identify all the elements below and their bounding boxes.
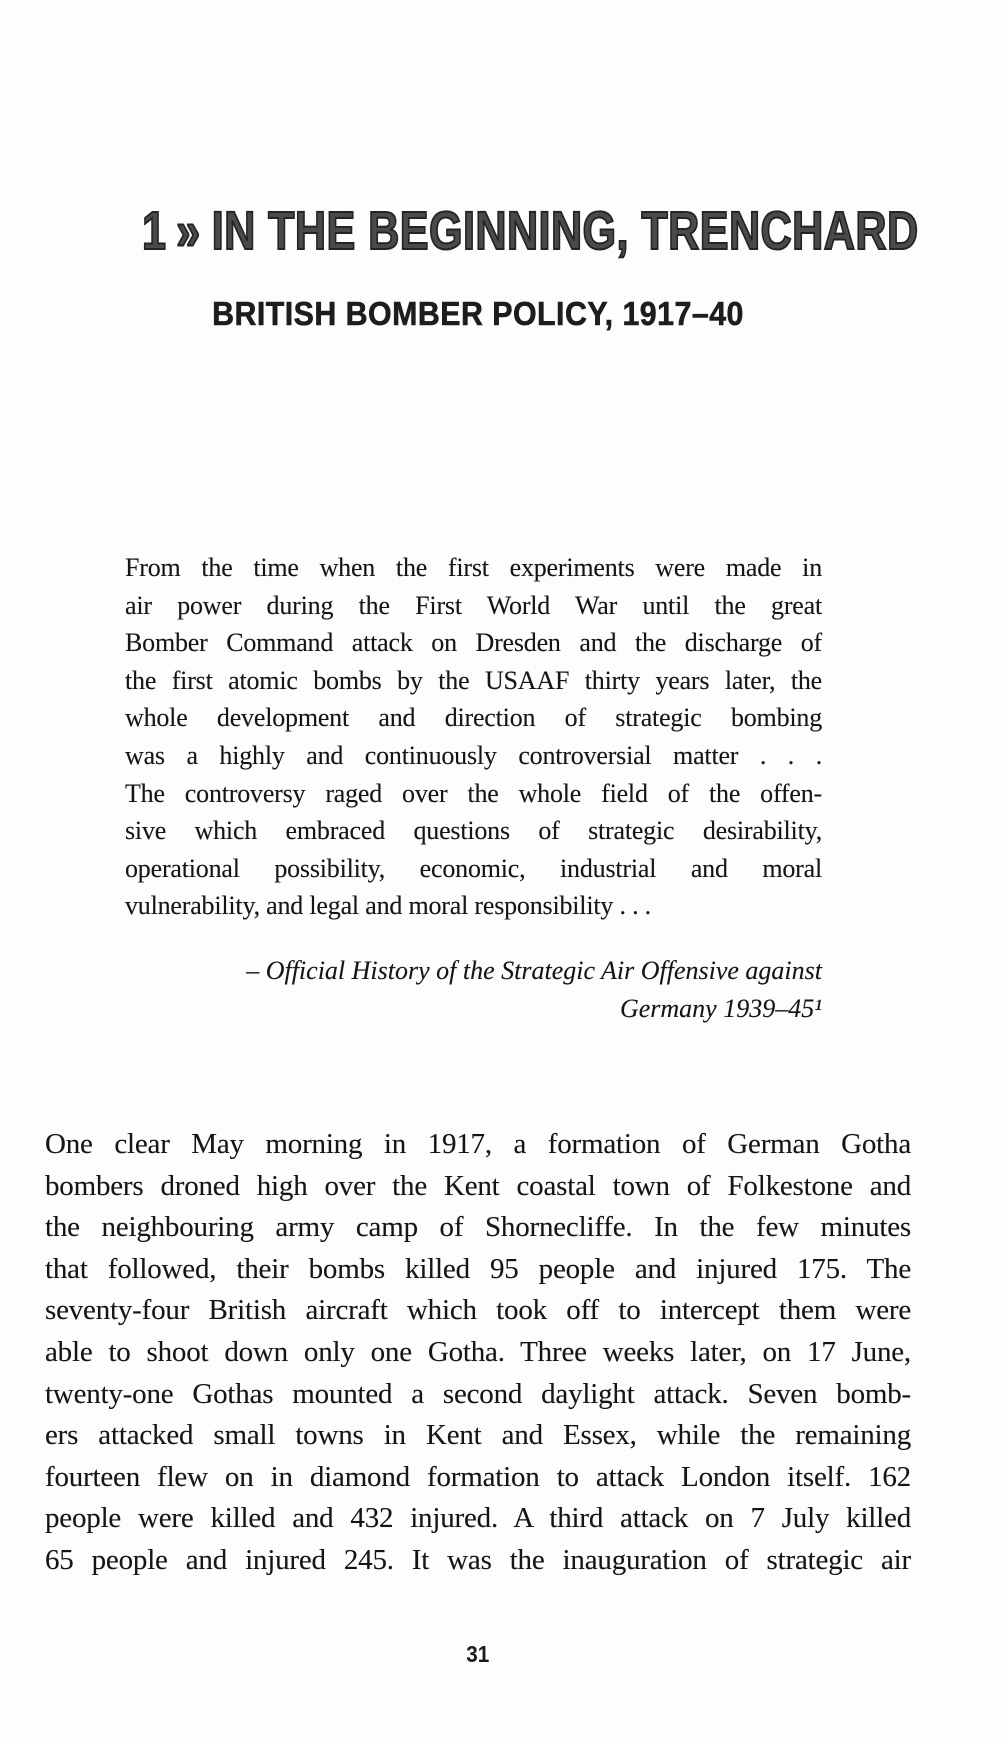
epigraph-line: was a highly and continuously controversial matter . . . xyxy=(125,740,822,770)
body-line: bombers droned high over the Kent coastal town of Folkestone and xyxy=(45,1169,911,1202)
body-line: seventy-four British aircraft which took off to intercept them were xyxy=(45,1294,911,1327)
epigraph-attribution xyxy=(125,952,822,1027)
body-line: ers attacked small towns in Kent and Essex, while the remaining xyxy=(45,1419,911,1452)
epigraph-line: air power during the First World War until the great xyxy=(125,590,822,620)
epigraph-line: The controversy raged over the whole field of the offen- xyxy=(125,778,822,808)
attribution-line: – Official History of the Strategic Air Offensive against xyxy=(246,956,822,985)
epigraph-line: whole development and direction of strategic bombing xyxy=(125,703,822,733)
chapter-title-text: IN THE BEGINNING, TRENCHARD xyxy=(211,201,919,261)
body-line: the neighbouring army camp of Shornecliffe. In the few minutes xyxy=(45,1211,911,1244)
body-line: 65 people and injured 245. It was the inauguration of strategic air xyxy=(45,1543,911,1576)
body-line: fourteen flew on in diamond formation to attack London itself. 162 xyxy=(45,1460,911,1493)
body-paragraph xyxy=(45,1124,911,1582)
epigraph-line: vulnerability, and legal and moral responsibility . . . xyxy=(125,891,651,921)
body-line: that followed, their bombs killed 95 people and injured 175. The xyxy=(45,1252,911,1285)
chapter-subtitle-row xyxy=(45,295,911,333)
body-line: One clear May morning in 1917, a formation of German Gotha xyxy=(45,1128,911,1160)
chapter-subtitle: BRITISH BOMBER POLICY, 1917–40 xyxy=(212,295,744,332)
body-line: twenty-one Gothas mounted a second daylight attack. Seven bomb- xyxy=(45,1377,911,1410)
page-number: 31 xyxy=(466,1641,490,1667)
body-line: able to shoot down only one Gotha. Three weeks later, on 17 June, xyxy=(45,1335,911,1368)
folio-row xyxy=(45,1641,911,1668)
epigraph-line: Bomber Command attack on Dresden and the discharge of xyxy=(125,628,822,658)
chapter-number: 1 xyxy=(142,201,167,261)
chapter-heading xyxy=(45,201,919,261)
epigraph-line: sive which embraced questions of strategic desirability, xyxy=(125,816,822,846)
body-line: people were killed and 432 injured. A third attack on 7 July killed xyxy=(45,1502,911,1535)
epigraph-line: operational possibility, economic, industrial and moral xyxy=(125,853,822,883)
chapter-title xyxy=(142,202,918,260)
epigraph-line: the first atomic bombs by the USAAF thirty years later, the xyxy=(125,665,822,695)
attribution-line: Germany 1939–45¹ xyxy=(619,993,822,1023)
chapter-marker-icon: » xyxy=(176,201,201,261)
epigraph-quote xyxy=(125,549,822,925)
epigraph-line: From the time when the first experiments were made in xyxy=(125,553,822,582)
